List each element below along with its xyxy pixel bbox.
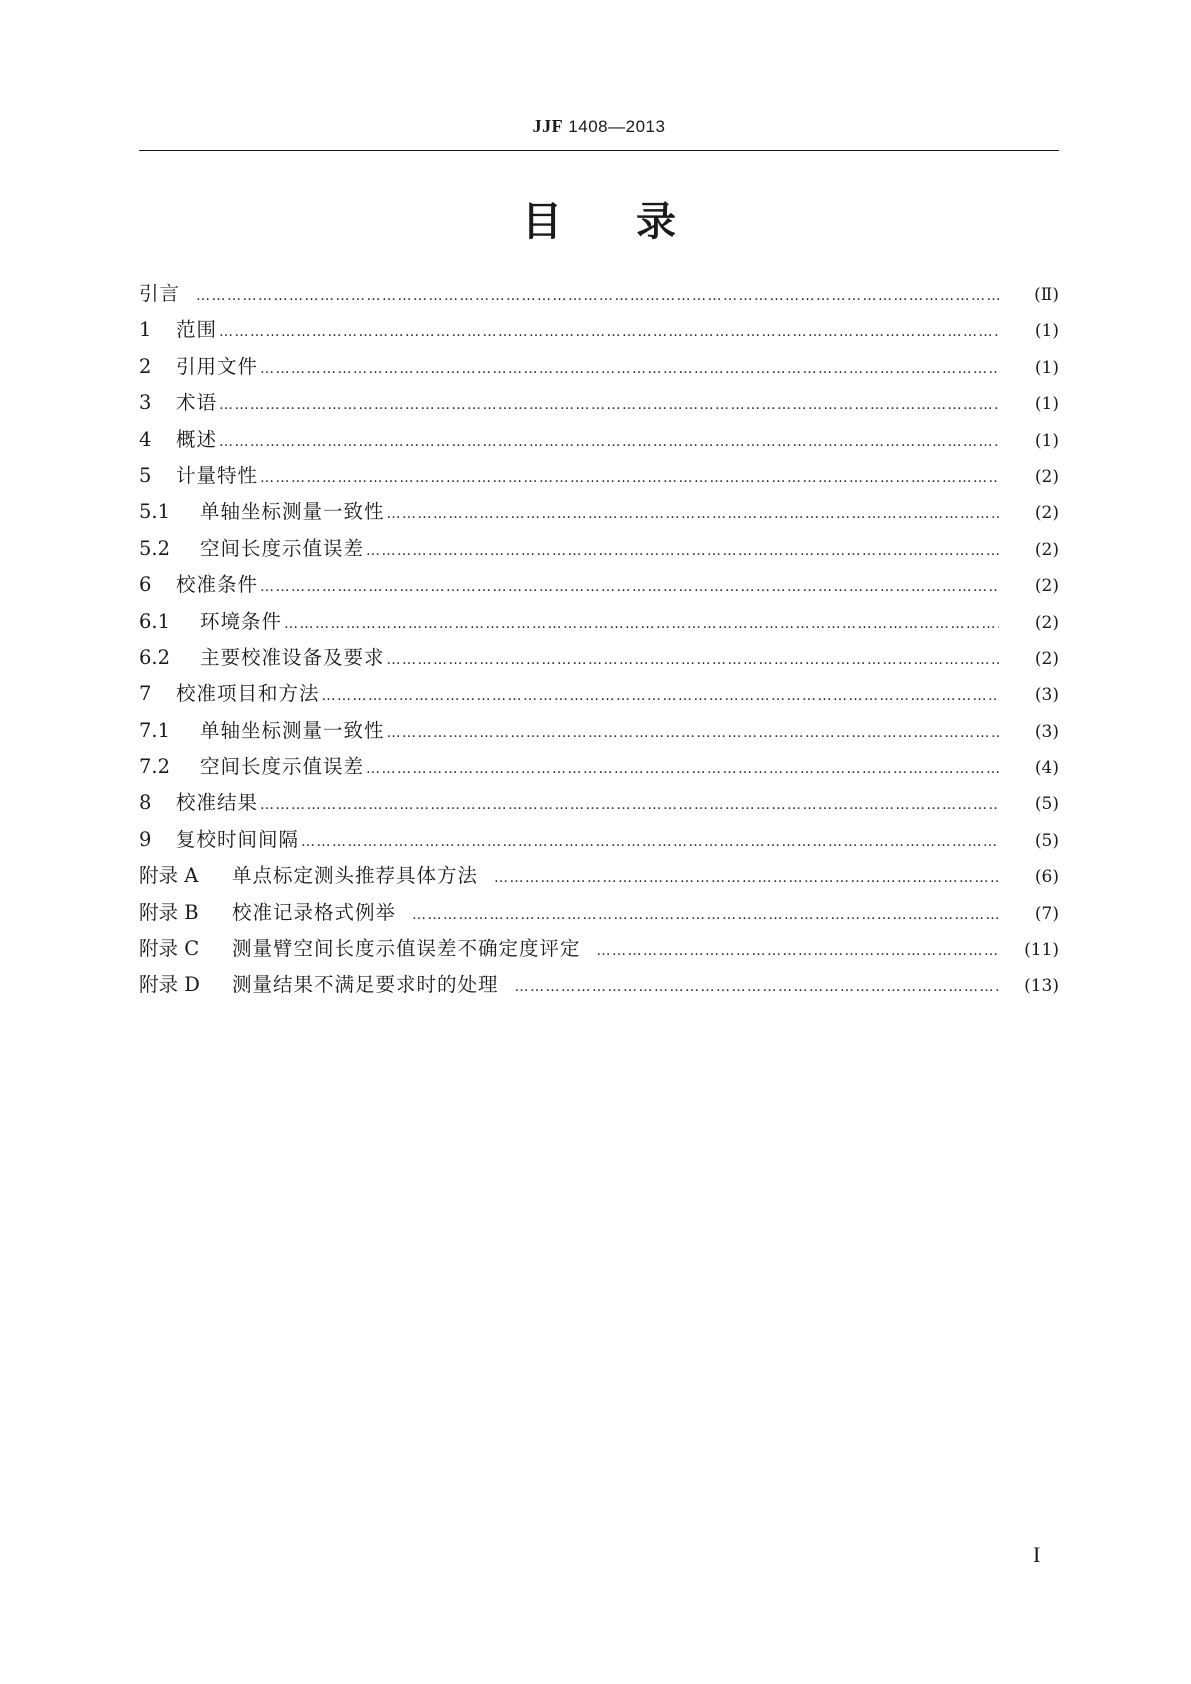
toc-leader-dots: [196, 278, 999, 314]
toc-entry[interactable]: [139, 276, 1059, 312]
toc-leader-dots: [322, 678, 999, 714]
toc-entry-title: 测量臂空间长度示值误差不确定度评定: [232, 937, 581, 961]
toc-entry-title: 空间长度示值误差: [200, 755, 365, 779]
toc-entry-number: 7.2: [139, 755, 171, 779]
table-of-contents: [139, 276, 1059, 1004]
toc-entry[interactable]: [139, 967, 1059, 1003]
standard-code-prefix: JJF: [532, 116, 564, 136]
toc-entry-number: 5: [139, 463, 152, 487]
toc-entry-title: 范围: [176, 318, 218, 342]
toc-entry[interactable]: [139, 531, 1059, 567]
toc-entry-page: (11): [1024, 940, 1059, 961]
toc-entry-page: (1): [1034, 321, 1059, 342]
toc-entry[interactable]: [139, 931, 1059, 967]
toc-entry-title: 主要校准设备及要求: [200, 645, 385, 669]
toc-leader-dots: [219, 424, 999, 460]
toc-leader-dots: [219, 387, 999, 423]
toc-entry-page: (2): [1034, 466, 1059, 487]
toc-leader-dots: [301, 824, 999, 860]
toc-entry-number: 6.1: [139, 609, 171, 633]
toc-entry-page: (3): [1034, 721, 1059, 742]
toc-entry-page: (1): [1034, 357, 1059, 378]
toc-entry-title: 环境条件: [200, 609, 283, 633]
toc-entry[interactable]: [139, 749, 1059, 785]
toc-entry-page: (1): [1034, 430, 1059, 451]
page-number: I: [1033, 1542, 1041, 1567]
toc-entry-page: (1): [1034, 394, 1059, 415]
toc-leader-dots: [387, 715, 999, 751]
toc-leader-dots: [260, 569, 999, 605]
toc-entry-page: (2): [1034, 612, 1059, 633]
toc-entry[interactable]: [139, 676, 1059, 712]
toc-entry-title: 测量结果不满足要求时的处理: [232, 973, 499, 997]
toc-entry[interactable]: [139, 494, 1059, 530]
toc-entry-number: 附录 D: [139, 973, 200, 997]
toc-entry[interactable]: [139, 349, 1059, 385]
toc-entry[interactable]: [139, 312, 1059, 348]
toc-leader-dots: [494, 860, 999, 896]
toc-entry-title: 计量特性: [176, 463, 259, 487]
toc-entry-number: 7.1: [139, 718, 171, 742]
toc-entry-number: 附录 C: [139, 937, 200, 961]
toc-entry-page: (5): [1034, 794, 1059, 815]
toc-entry-page: (2): [1034, 539, 1059, 560]
toc-entry-page: (13): [1024, 976, 1059, 997]
toc-leader-dots: [260, 787, 999, 823]
toc-entry-number: 3: [139, 391, 152, 415]
toc-leader-dots: [597, 933, 999, 969]
header-rule: [139, 150, 1059, 151]
page-title: [139, 194, 1059, 250]
toc-entry-title: 引言: [139, 282, 181, 305]
toc-entry-page: (7): [1034, 903, 1059, 924]
toc-leader-dots: [515, 969, 999, 1005]
toc-entry-page: (3): [1034, 685, 1059, 706]
standard-code-number: 1408—2013: [568, 117, 666, 136]
toc-leader-dots: [284, 606, 999, 642]
toc-entry-number: 附录 B: [139, 900, 199, 924]
toc-entry[interactable]: [139, 422, 1059, 458]
toc-entry-title: 校准条件: [176, 573, 259, 597]
toc-entry[interactable]: [139, 604, 1059, 640]
toc-entry-number: 7: [139, 682, 152, 706]
toc-leader-dots: [366, 533, 999, 569]
toc-leader-dots: [219, 314, 999, 350]
toc-entry[interactable]: [139, 785, 1059, 821]
toc-entry-number: 附录 A: [139, 864, 199, 888]
toc-entry-number: 9: [139, 827, 152, 851]
toc-entry-title: 概述: [176, 427, 218, 451]
toc-entry-number: 5.1: [139, 500, 171, 524]
toc-entry-number: 2: [139, 354, 152, 378]
toc-entry[interactable]: [139, 567, 1059, 603]
toc-entry-title: 引用文件: [176, 354, 259, 378]
toc-entry-page: (4): [1034, 758, 1059, 779]
toc-entry-number: 8: [139, 791, 152, 815]
toc-entry-page: (2): [1034, 503, 1059, 524]
toc-entry-page: (6): [1034, 867, 1059, 888]
toc-entry[interactable]: [139, 895, 1059, 931]
toc-entry-number: 4: [139, 427, 152, 451]
toc-entry-number: 6: [139, 573, 152, 597]
toc-entry[interactable]: [139, 640, 1059, 676]
toc-entry-title: 单点标定测头推荐具体方法: [232, 864, 479, 888]
toc-entry-title: 单轴坐标测量一致性: [200, 500, 385, 524]
toc-entry-page: (Ⅱ): [1034, 285, 1059, 305]
toc-entry-number: 6.2: [139, 645, 171, 669]
toc-leader-dots: [366, 751, 999, 787]
document-header: [139, 116, 1059, 137]
toc-entry-title: 校准项目和方法: [176, 682, 320, 706]
toc-leader-dots: [260, 351, 999, 387]
toc-entry-page: (5): [1034, 830, 1059, 851]
toc-entry-page: (2): [1034, 648, 1059, 669]
toc-entry[interactable]: [139, 858, 1059, 894]
page-title-char-1: 目: [522, 199, 562, 245]
toc-leader-dots: [260, 460, 999, 496]
toc-leader-dots: [387, 496, 999, 532]
toc-entry-title: 术语: [176, 391, 218, 415]
toc-leader-dots: [412, 897, 999, 933]
toc-entry-number: 1: [139, 318, 152, 342]
toc-entry-title: 空间长度示值误差: [200, 536, 365, 560]
toc-leader-dots: [387, 642, 999, 678]
toc-entry-title: 校准结果: [176, 791, 259, 815]
toc-entry[interactable]: [139, 385, 1059, 421]
toc-entry-title: 单轴坐标测量一致性: [200, 718, 385, 742]
toc-entry-number: 5.2: [139, 536, 171, 560]
toc-entry-title: 复校时间间隔: [176, 827, 300, 851]
toc-entry-page: (2): [1034, 576, 1059, 597]
toc-entry[interactable]: [139, 458, 1059, 494]
page-title-char-2: 录: [636, 199, 676, 245]
toc-entry-title: 校准记录格式例举: [232, 900, 397, 924]
toc-entry[interactable]: [139, 822, 1059, 858]
toc-entry[interactable]: [139, 713, 1059, 749]
